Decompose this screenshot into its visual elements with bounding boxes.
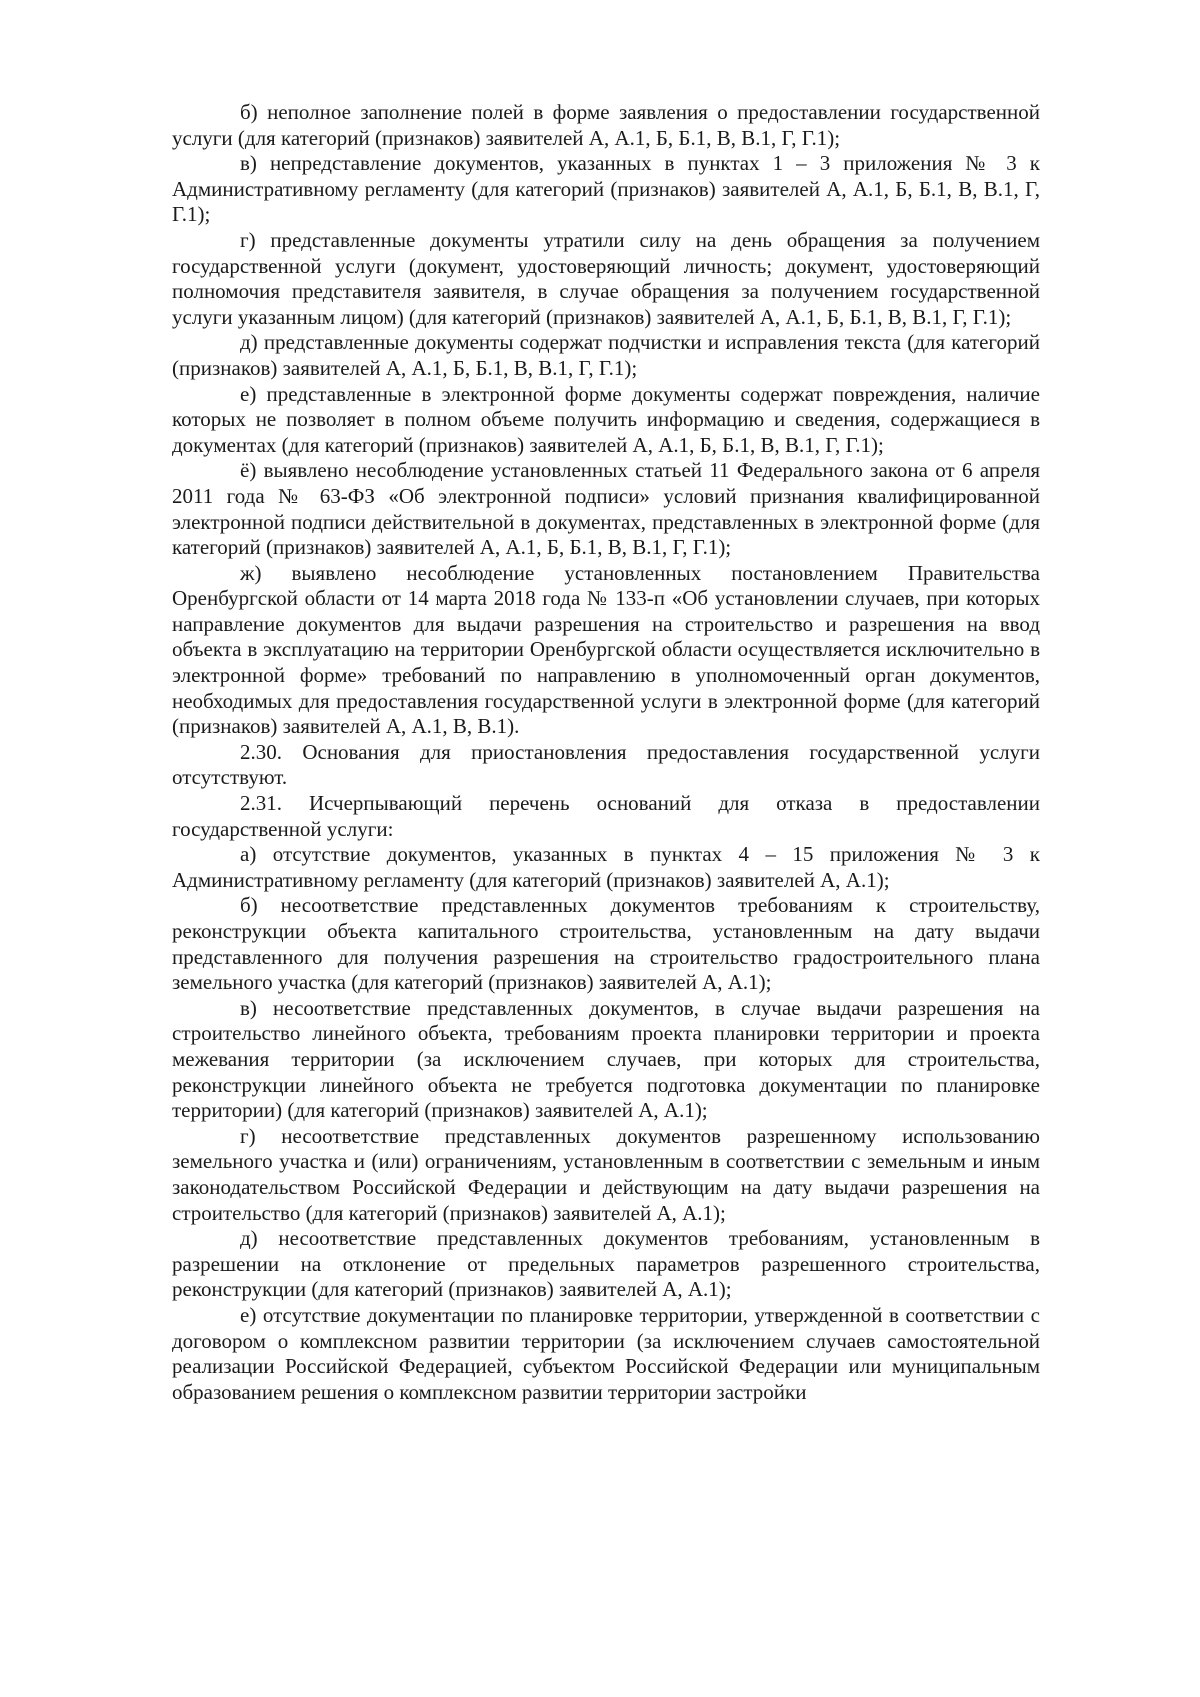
paragraph-item-b-incomplete-form: б) неполное заполнение полей в форме заявления о предоставлении государственной услуги (для категорий (признаков) заявителей А, А.1, Б, Б.1, В, В.1, Г, Г.1); xyxy=(172,100,1040,150)
paragraph-item-a-absent-documents: а) отсутствие документов, указанных в пунктах 4 – 15 приложения № 3 к Административному регламенту (для категорий (признаков) заявителей А, А.1); xyxy=(172,842,1040,892)
paragraph-item-b-gpzu-mismatch: б) несоответствие представленных документов требованиям к строительству, реконструкции объекта капитального строительства, установленным на дату выдачи представленного для получения разрешения на строительство градостроительного плана земельного участка (для категорий (признаков) заявителей А, А.1); xyxy=(172,893,1040,995)
paragraph-item-v-linear-object: в) несоответствие представленных документов, в случае выдачи разрешения на строительство линейного объекта, требованиям проекта планировки территории и проекта межевания территории (за исключением случаев, при которых для строительства, реконструкции линейного объекта не требуется подготовка документации по планировке территории) (для категорий (признаков) заявителей А, А.1); xyxy=(172,995,1040,1123)
paragraph-item-e-damaged-electronic: е) представленные в электронной форме документы содержат повреждения, наличие которых не позволяет в полном объеме получить информацию и сведения, содержащиеся в документах (для категорий (признаков) заявителей А, А.1, Б, Б.1, В, В.1, Г, Г.1); xyxy=(172,381,1040,457)
paragraph-item-yo-electronic-signature: ё) выявлено несоблюдение установленных статьей 11 Федерального закона от 6 апреля 2011 года № 63-ФЗ «Об электронной подписи» условий признания квалифицированной электронной подписи действительной в документах, представленных в электронной форме (для категорий (признаков) заявителей А, А.1, Б, Б.1, В, В.1, Г, Г.1); xyxy=(172,458,1040,560)
paragraph-item-d-corrections: д) представленные документы содержат подчистки и исправления текста (для категорий (признаков) заявителей А, А.1, Б, Б.1, В, В.1, Г, Г.1); xyxy=(172,330,1040,380)
paragraph-item-g-expired-documents: г) представленные документы утратили силу на день обращения за получением государственной услуги (документ, удостоверяющий личность; документ, удостоверяющий полномочия представителя заявителя, в случае обращения за получением государственной услуги указанным лицом) (для категорий (признаков) заявителей А, А.1, Б, Б.1, В, В.1, Г, Г.1); xyxy=(172,227,1040,329)
paragraph-item-e-planning-documentation: е) отсутствие документации по планировке территории, утвержденной в соответствии с договором о комплексном развитии территории (за исключением случаев самостоятельной реализации Российской Федерацией, субъектом Российской Федерации или муниципальным образованием решения о комплексном развитии территории застройки xyxy=(172,1302,1040,1404)
paragraph-item-g-land-use: г) несоответствие представленных документов разрешенному использованию земельного участка и (или) ограничениям, установленным в соответствии с земельным и иным законодательством Российской Федерации и действующим на дату выдачи разрешения на строительство (для категорий (признаков) заявителей А, А.1); xyxy=(172,1123,1040,1225)
paragraph-item-zh-electronic-form: ж) выявлено несоблюдение установленных постановлением Правительства Оренбургской области от 14 марта 2018 года № 133-п «Об установлении случаев, при которых направление документов для выдачи разрешения на строительство и разрешения на ввод объекта в эксплуатацию на территории Оренбургской области осуществляется исключительно в электронной форме» требований по направлению в уполномоченный орган документов, необходимых для предоставления государственной услуги в электронной форме (для категорий (признаков) заявителей А, А.1, В, В.1). xyxy=(172,560,1040,739)
paragraph-2-30-suspension: 2.30. Основания для приостановления предоставления государственной услуги отсутствуют. xyxy=(172,739,1040,790)
paragraph-item-d-deviation-permit: д) несоответствие представленных документов требованиям, установленным в разрешении на отклонение от предельных параметров разрешенного строительства, реконструкции (для категорий (признаков) заявителей А, А.1); xyxy=(172,1226,1040,1302)
document-body xyxy=(172,100,1040,1405)
paragraph-2-31-refusal-grounds: 2.31. Исчерпывающий перечень оснований для отказа в предоставлении государственной услуги: xyxy=(172,791,1040,841)
paragraph-item-v-missing-documents: в) непредставление документов, указанных в пунктах 1 – 3 приложения № 3 к Административному регламенту (для категорий (признаков) заявителей А, А.1, Б, Б.1, В, В.1, Г, Г.1); xyxy=(172,151,1040,227)
